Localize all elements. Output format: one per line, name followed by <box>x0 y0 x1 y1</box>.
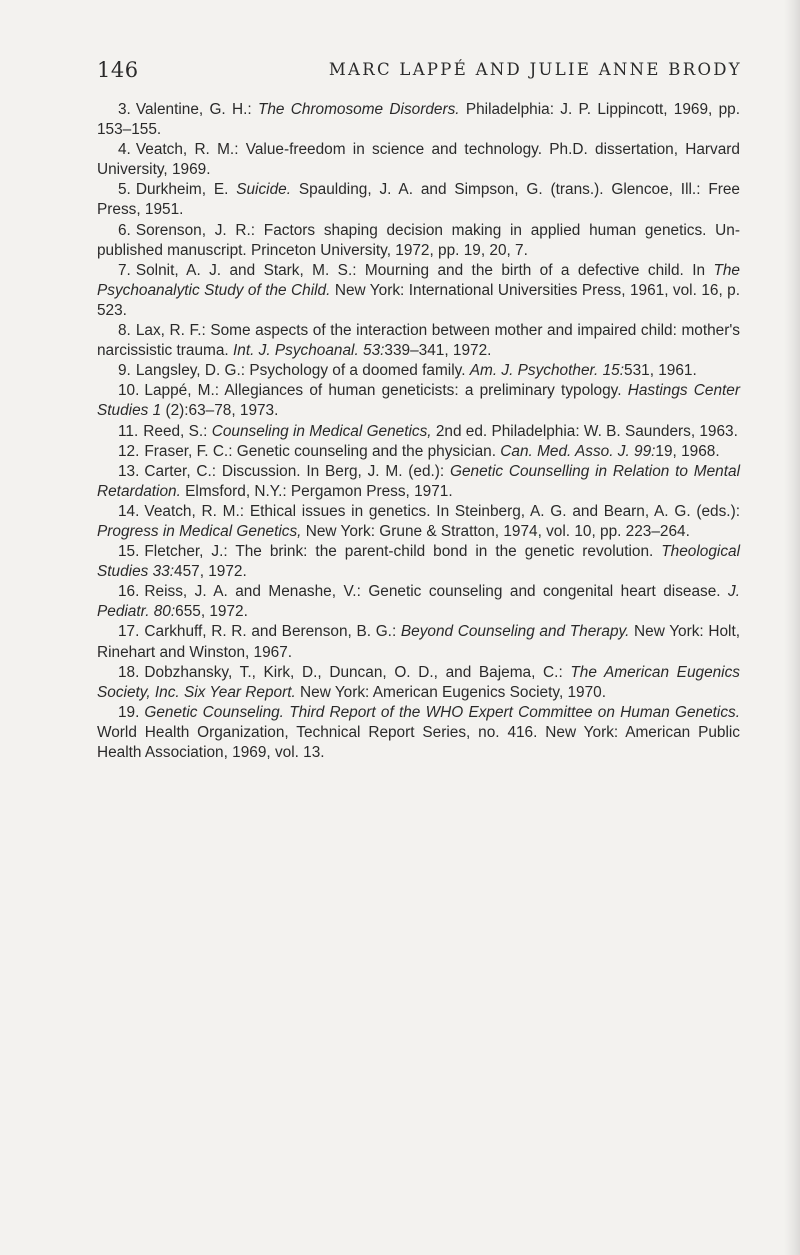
reference-entry <box>97 140 740 180</box>
reference-title-italic: Am. J. Psychother. 15: <box>469 362 625 380</box>
reference-text: Philadelphia: J. P. Lippincott, 1969, pp. 153–155. <box>97 101 741 139</box>
reference-text: Reed, S.: <box>143 422 212 440</box>
reference-text: Veatch, R. M.: Ethical issues in genetics. In Steinberg, A. G. and Bearn, A. G. (eds.): <box>144 502 740 520</box>
reference-text: Lax, R. F.: Some aspects of the interaction between mother and impaired child: mother's narcissistic trauma. <box>97 322 740 360</box>
reference-text: World Health Organization, Technical Report Series, no. 416. New York: American Public Health Association, 1969, vol. 13. <box>97 723 740 761</box>
reference-text: 2nd ed. Philadelphia: W. B. Saunders, 1963. <box>431 422 738 440</box>
reference-title-italic: Suicide. <box>236 181 291 199</box>
reference-entry <box>97 502 740 542</box>
reference-text: New York: International Universities Press, 1961, vol. 16, p. 523. <box>97 281 740 319</box>
reference-number: 10. <box>118 382 140 400</box>
reference-text: Lappé, M.: Allegiances of human geneticists: a preliminary typology. <box>144 382 628 400</box>
reference-number: 14. <box>118 502 140 520</box>
reference-entry <box>97 462 740 502</box>
reference-entry <box>97 542 740 582</box>
page-number: 146 <box>97 58 139 82</box>
reference-list <box>97 100 740 763</box>
reference-text: Elmsford, N.Y.: Pergamon Press, 1971. <box>180 482 453 500</box>
reference-title-italic: The Psychoanalytic Study of the Child. <box>97 261 740 299</box>
reference-title-italic: Theological Studies 33: <box>97 543 740 581</box>
reference-text: Veatch, R. M.: Value-freedom in science and technology. Ph.D. dissertation, Harvard University, 1969. <box>97 141 740 179</box>
reference-title-italic: Beyond Counseling and Therapy. <box>400 623 630 641</box>
reference-entry <box>97 381 740 421</box>
reference-text: Durkheim, E. <box>135 181 237 199</box>
reference-text: 457, 1972. <box>174 563 247 581</box>
reference-text: Sorenson, J. R.: Factors shaping decision making in applied human genetics. Unpublished manuscript. Princeton University, 1972, pp. 19, 20, 7. <box>97 221 740 259</box>
reference-entry <box>97 180 740 220</box>
reference-entry <box>97 261 740 321</box>
reference-entry <box>97 582 740 622</box>
reference-number: 5. <box>118 181 131 199</box>
reference-text: Solnit, A. J. and Stark, M. S.: Mourning and the birth of a defective child. In <box>135 261 714 279</box>
reference-text: New York: Grune & Stratton, 1974, vol. 10, pp. 223–264. <box>301 522 690 540</box>
reference-title-italic: Hastings Center Studies 1 <box>97 382 740 420</box>
reference-title-italic: Can. Med. Asso. J. 99: <box>500 442 656 460</box>
reference-number: 7. <box>118 261 131 279</box>
reference-text: (2):63–78, 1973. <box>161 402 279 420</box>
reference-title-italic: Int. J. Psychoanal. 53: <box>232 342 385 360</box>
reference-number: 18. <box>118 663 140 681</box>
page-edge-shadow <box>784 0 800 1255</box>
reference-number: 19. <box>118 703 140 721</box>
reference-text: 339–341, 1972. <box>384 342 492 360</box>
reference-text: 655, 1972. <box>175 603 248 621</box>
reference-title-italic: The American Eugenics Society, Inc. Six Year Report. <box>97 663 740 701</box>
reference-text: Fletcher, J.: The brink: the parent-child bond in the genetic revolution. <box>144 543 662 561</box>
reference-text: Fraser, F. C.: Genetic counseling and the physician. <box>144 442 501 460</box>
reference-title-italic: Counseling in Medical Genetics, <box>211 422 432 440</box>
reference-number: 9. <box>118 362 131 380</box>
reference-number: 8. <box>118 322 131 340</box>
reference-number: 17. <box>118 623 140 641</box>
reference-number: 16. <box>118 583 140 601</box>
reference-number: 13. <box>118 462 140 480</box>
reference-text: Carter, C.: Discussion. In Berg, J. M. (ed.): <box>144 462 451 480</box>
reference-title-italic: Progress in Medical Genetics, <box>97 522 302 540</box>
reference-entry <box>97 221 740 261</box>
reference-title-italic: Genetic Counseling. Third Report of the WHO Expert Committee on Human Genetics. <box>144 703 740 721</box>
reference-text: Carkhuff, R. R. and Berenson, B. G.: <box>144 623 401 641</box>
reference-title-italic: The Chromosome Disorders. <box>257 101 460 118</box>
reference-number: 12. <box>118 442 140 460</box>
reference-number: 11. <box>118 422 139 440</box>
reference-entry <box>97 321 740 361</box>
reference-number: 15. <box>118 543 140 561</box>
reference-entry <box>97 703 740 763</box>
reference-text: Langsley, D. G.: Psychology of a doomed family. <box>135 362 470 380</box>
running-head-authors: MARC LAPPÉ AND JULIE ANNE BRODY <box>328 60 742 79</box>
reference-entry <box>97 422 740 442</box>
reference-number: 6. <box>118 221 131 239</box>
reference-number: 4. <box>118 141 131 159</box>
reference-text: New York: American Eugenics Society, 1970. <box>295 683 607 701</box>
reference-text: 19, 1968. <box>655 442 720 460</box>
reference-text: Spaulding, J. A. and Simpson, G. (trans.). Glencoe, Ill.: Free Press, 1951. <box>97 181 740 219</box>
reference-entry <box>97 442 740 462</box>
reference-number: 3. <box>118 101 131 118</box>
reference-entry <box>97 100 740 140</box>
reference-text: New York: Holt, Rinehart and Winston, 1967. <box>97 623 741 661</box>
reference-entry <box>97 361 740 381</box>
reference-text: 531, 1961. <box>624 362 697 380</box>
reference-text: Valentine, G. H.: <box>135 101 258 118</box>
reference-title-italic: J. Pediatr. 80: <box>97 583 740 621</box>
reference-entry <box>97 622 740 662</box>
reference-text: Dobzhansky, T., Kirk, D., Duncan, O. D., and Bajema, C.: <box>144 663 571 681</box>
reference-title-italic: Genetic Counselling in Relation to Mental Retardation. <box>97 462 740 500</box>
running-head <box>97 58 742 84</box>
reference-entry <box>97 663 740 703</box>
reference-text: Reiss, J. A. and Menashe, V.: Genetic counseling and congenital heart disease. <box>144 583 729 601</box>
